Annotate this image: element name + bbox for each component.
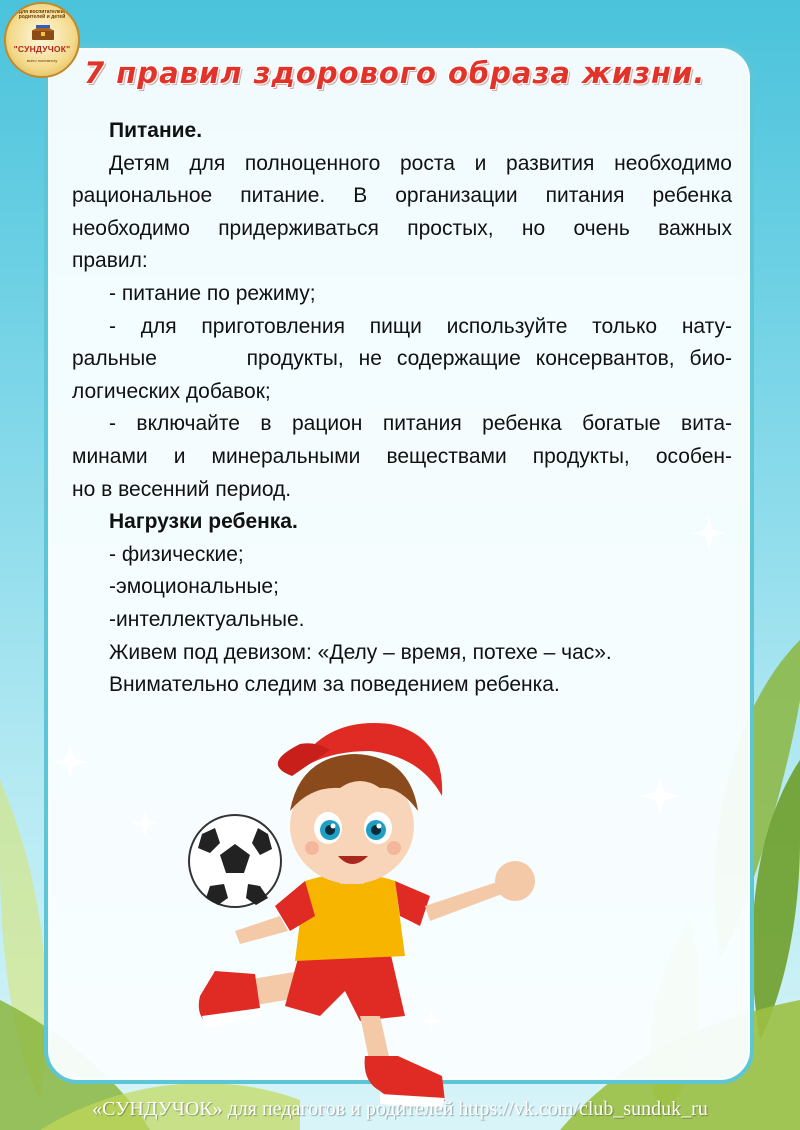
paragraph-line: рациональное питание. В организации питания ребенка: [72, 184, 732, 208]
paragraph-line: правил:: [72, 249, 148, 273]
load-heading: Нагрузки ребенка.: [109, 510, 298, 534]
soccer-ball-icon: [189, 815, 281, 907]
treasure-chest-icon: [30, 24, 56, 40]
logo-arc-text: для воспитателей, родителей и детей: [18, 9, 66, 20]
rule-item-line: ральные продукты, не содержащие консервантов, био-: [72, 347, 732, 371]
logo-name: "СУНДУЧОК": [13, 44, 71, 54]
footer-credit: «СУНДУЧОК» для педагогов и родителей https://vk.com/club_sunduk_ru: [92, 1098, 708, 1120]
child-soccer-illustration: [180, 716, 580, 1116]
rule-item: - питание по режиму;: [109, 281, 316, 305]
load-item: -интеллектуальные.: [109, 607, 305, 631]
logo-subtitle: всего понемногу: [26, 58, 58, 63]
sparkle-icon: [52, 744, 88, 780]
load-item: - физические;: [109, 542, 244, 566]
rule-item-line: но в весенний период.: [72, 477, 292, 501]
load-item: -эмоциональные;: [109, 575, 279, 599]
motto-line: Живем под девизом: «Делу – время, потехе – час».: [109, 640, 612, 664]
rule-item: - включайте в рацион питания ребенка богатые вита-: [109, 412, 732, 436]
sparkle-icon: [132, 810, 158, 836]
nutrition-heading: Питание.: [109, 119, 203, 142]
page-title: 7 правил здорового образа жизни.: [84, 56, 706, 90]
article-body: [72, 115, 732, 702]
paragraph-line: необходимо придерживаться простых, но очень важных: [72, 216, 732, 240]
sunduchok-logo: [4, 2, 80, 78]
paragraph-line: Детям для полноценного роста и развития необходимо: [109, 151, 732, 175]
sparkle-icon: [640, 776, 680, 816]
rule-item-line: минами и минеральными веществами продукты, особен-: [72, 444, 732, 468]
rule-item: - для приготовления пищи используйте только нату-: [109, 314, 732, 338]
closing-line: Внимательно следим за поведением ребенка.: [109, 673, 560, 697]
rule-item-line: логических добавок;: [72, 379, 271, 403]
